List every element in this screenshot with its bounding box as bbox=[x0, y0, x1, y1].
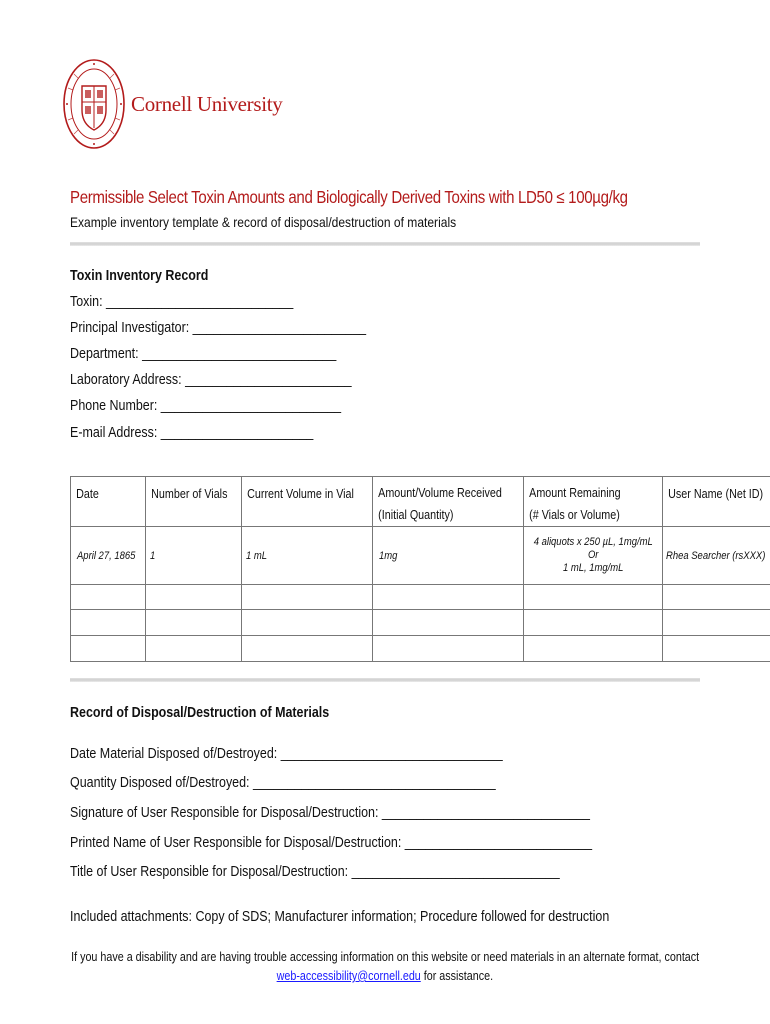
department-field: Department: ____________________________ bbox=[70, 346, 337, 362]
principal-investigator-field: Principal Investigator: _________________________ bbox=[70, 320, 367, 336]
table-cell bbox=[372, 585, 523, 610]
table-cell bbox=[372, 610, 523, 636]
section-divider bbox=[70, 242, 700, 246]
accessibility-notice: If you have a disability and are having trouble accessing information on this website or need materials in an alternate format, contact bbox=[70, 950, 700, 964]
example-user: Rhea Searcher (rsXXX) bbox=[663, 527, 770, 585]
email-address-field: E-mail Address: ______________________ bbox=[70, 425, 314, 441]
table-cell bbox=[523, 636, 662, 662]
table-cell bbox=[145, 610, 241, 636]
quantity-disposed-field: Quantity Disposed of/Destroyed: ___________________________________ bbox=[70, 775, 496, 791]
example-received: 1mg bbox=[372, 527, 523, 585]
example-date: April 27, 1865 bbox=[71, 527, 146, 585]
table-cell bbox=[372, 636, 523, 662]
table-cell bbox=[523, 585, 662, 610]
table-cell bbox=[71, 610, 146, 636]
assistance-text: for assistance. bbox=[420, 969, 494, 983]
header-amount-remaining: Amount Remaining (# Vials or Volume) bbox=[523, 477, 662, 527]
table-cell bbox=[71, 636, 146, 662]
title-field: Title of User Responsible for Disposal/Destruction: ______________________________ bbox=[70, 864, 560, 880]
header-current-volume: Current Volume in Vial bbox=[241, 477, 372, 527]
table-header-row bbox=[71, 477, 770, 527]
table-cell bbox=[241, 585, 372, 610]
table-cell bbox=[145, 636, 241, 662]
laboratory-address-field: Laboratory Address: ________________________ bbox=[70, 372, 352, 388]
table-row bbox=[71, 585, 770, 610]
table-cell bbox=[241, 610, 372, 636]
inventory-table bbox=[70, 476, 770, 662]
inventory-heading: Toxin Inventory Record bbox=[70, 268, 209, 284]
table-row bbox=[71, 610, 770, 636]
table-cell bbox=[71, 585, 146, 610]
example-vials: 1 bbox=[145, 527, 241, 585]
table-cell bbox=[663, 636, 770, 662]
section-divider bbox=[70, 678, 700, 682]
example-remaining: 4 aliquots x 250 µL, 1mg/mL Or 1 mL, 1mg/mL bbox=[523, 527, 662, 585]
example-volume: 1 mL bbox=[241, 527, 372, 585]
attachments-note: Included attachments: Copy of SDS; Manufacturer information; Procedure followed for destruction bbox=[70, 909, 610, 925]
header-date: Date bbox=[71, 477, 146, 527]
university-name: Cornell University bbox=[131, 92, 283, 116]
cornell-seal-logo bbox=[62, 58, 126, 150]
header-amount-received: Amount/Volume Received (Initial Quantity) bbox=[372, 477, 523, 527]
header-user-name: User Name (Net ID) bbox=[663, 477, 770, 527]
document-title: Permissible Select Toxin Amounts and Biologically Derived Toxins with LD50 ≤ 100µg/kg bbox=[70, 187, 628, 207]
accessibility-email-link[interactable]: web-accessibility@cornell.edu bbox=[276, 969, 421, 983]
table-cell bbox=[145, 585, 241, 610]
table-cell bbox=[241, 636, 372, 662]
table-row bbox=[71, 527, 770, 585]
printed-name-field: Printed Name of User Responsible for Disposal/Destruction: ___________________________ bbox=[70, 835, 593, 851]
toxin-field: Toxin: ___________________________ bbox=[70, 294, 294, 310]
disposal-heading: Record of Disposal/Destruction of Materials bbox=[70, 705, 330, 721]
header-number-of-vials: Number of Vials bbox=[145, 477, 241, 527]
document-subtitle: Example inventory template & record of disposal/destruction of materials bbox=[70, 214, 457, 230]
signature-field: Signature of User Responsible for Disposal/Destruction: ______________________________ bbox=[70, 805, 590, 821]
table-cell bbox=[663, 585, 770, 610]
table-row bbox=[71, 636, 770, 662]
accessibility-contact bbox=[0, 969, 770, 983]
phone-number-field: Phone Number: __________________________ bbox=[70, 398, 342, 414]
date-disposed-field: Date Material Disposed of/Destroyed: ________________________________ bbox=[70, 746, 503, 762]
table-cell bbox=[523, 610, 662, 636]
table-cell bbox=[663, 610, 770, 636]
